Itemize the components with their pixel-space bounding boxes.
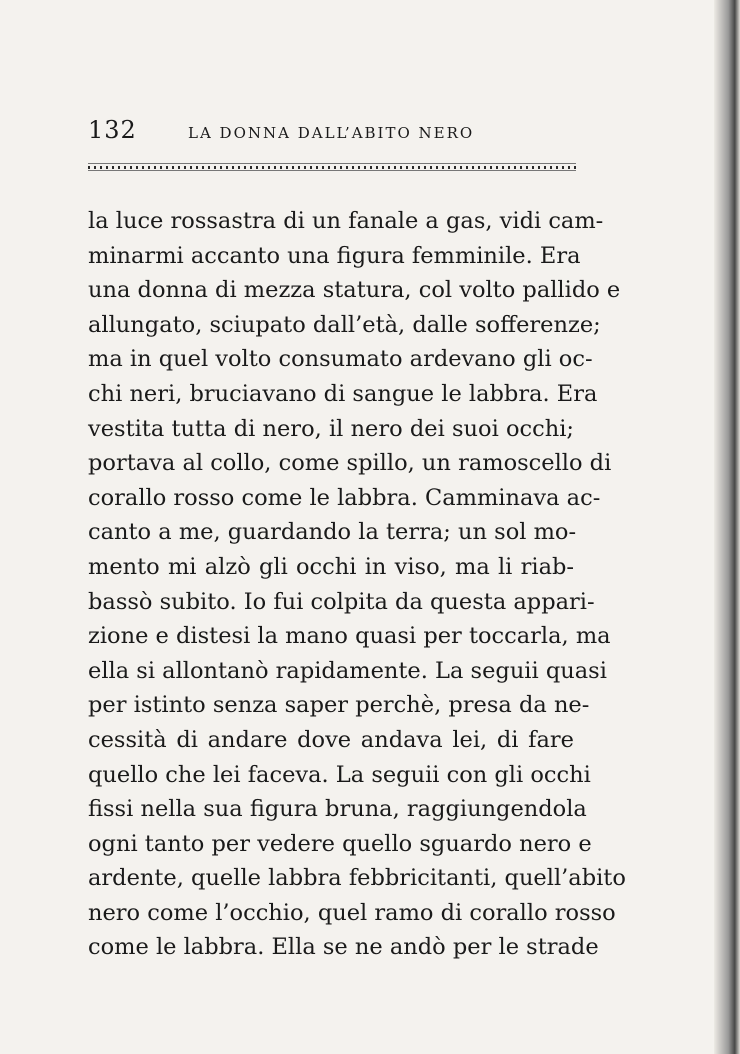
text-line: la luce rossastra di un fanale a gas, vidi cam- — [88, 208, 604, 234]
body-text — [88, 204, 626, 965]
page-number: 132 — [88, 116, 137, 144]
text-line: bassò subito. Io fui colpita da questa appari- — [88, 588, 595, 615]
text-line: canto a me, guardando la terra; un sol mo- — [88, 519, 577, 546]
ornamental-rule — [88, 163, 576, 171]
text-line: una donna di mezza statura, col volto pallido e — [88, 277, 621, 304]
text-line: cessità di andare dove andava lei, di fare — [88, 726, 574, 753]
text-line: minarmi accanto una figura femminile. Era — [88, 242, 581, 269]
text-line: mento mi alzò gli occhi in viso, ma li riab- — [88, 553, 574, 580]
text-line: chi neri, bruciavano di sangue le labbra. Era — [88, 380, 598, 407]
text-line: ella si allontanò rapidamente. La seguii quasi — [88, 657, 607, 684]
text-line: portava al collo, come spillo, un ramoscello di — [88, 450, 612, 477]
text-line: nero come l’occhio, quel ramo di corallo rosso — [88, 899, 616, 926]
text-line: come le labbra. Ella se ne andò per le strade — [88, 934, 599, 961]
text-line: ogni tanto per vedere quello sguardo nero e — [88, 830, 592, 857]
text-line: ma in quel volto consumato ardevano gli oc- — [88, 346, 593, 373]
text-line: ardente, quelle labbra febbricitanti, quell’abito — [88, 865, 626, 892]
running-title: LA DONNA DALL’ABITO NERO — [188, 124, 475, 142]
text-line: per istinto senza saper perchè, presa da ne- — [88, 692, 590, 719]
page-header — [88, 116, 578, 156]
text-line: fissi nella sua figura bruna, raggiungendola — [88, 796, 587, 823]
text-line: corallo rosso come le labbra. Camminava ac- — [88, 484, 601, 511]
text-line: quello che lei faceva. La seguii con gli occhi — [88, 761, 591, 788]
page-binding-edge — [714, 0, 740, 1054]
text-line: allungato, sciupato dall’età, dalle sofferenze; — [88, 311, 601, 338]
text-line: vestita tutta di nero, il nero dei suoi occhi; — [88, 415, 574, 442]
text-line: zione e distesi la mano quasi per toccarla, ma — [88, 623, 611, 650]
